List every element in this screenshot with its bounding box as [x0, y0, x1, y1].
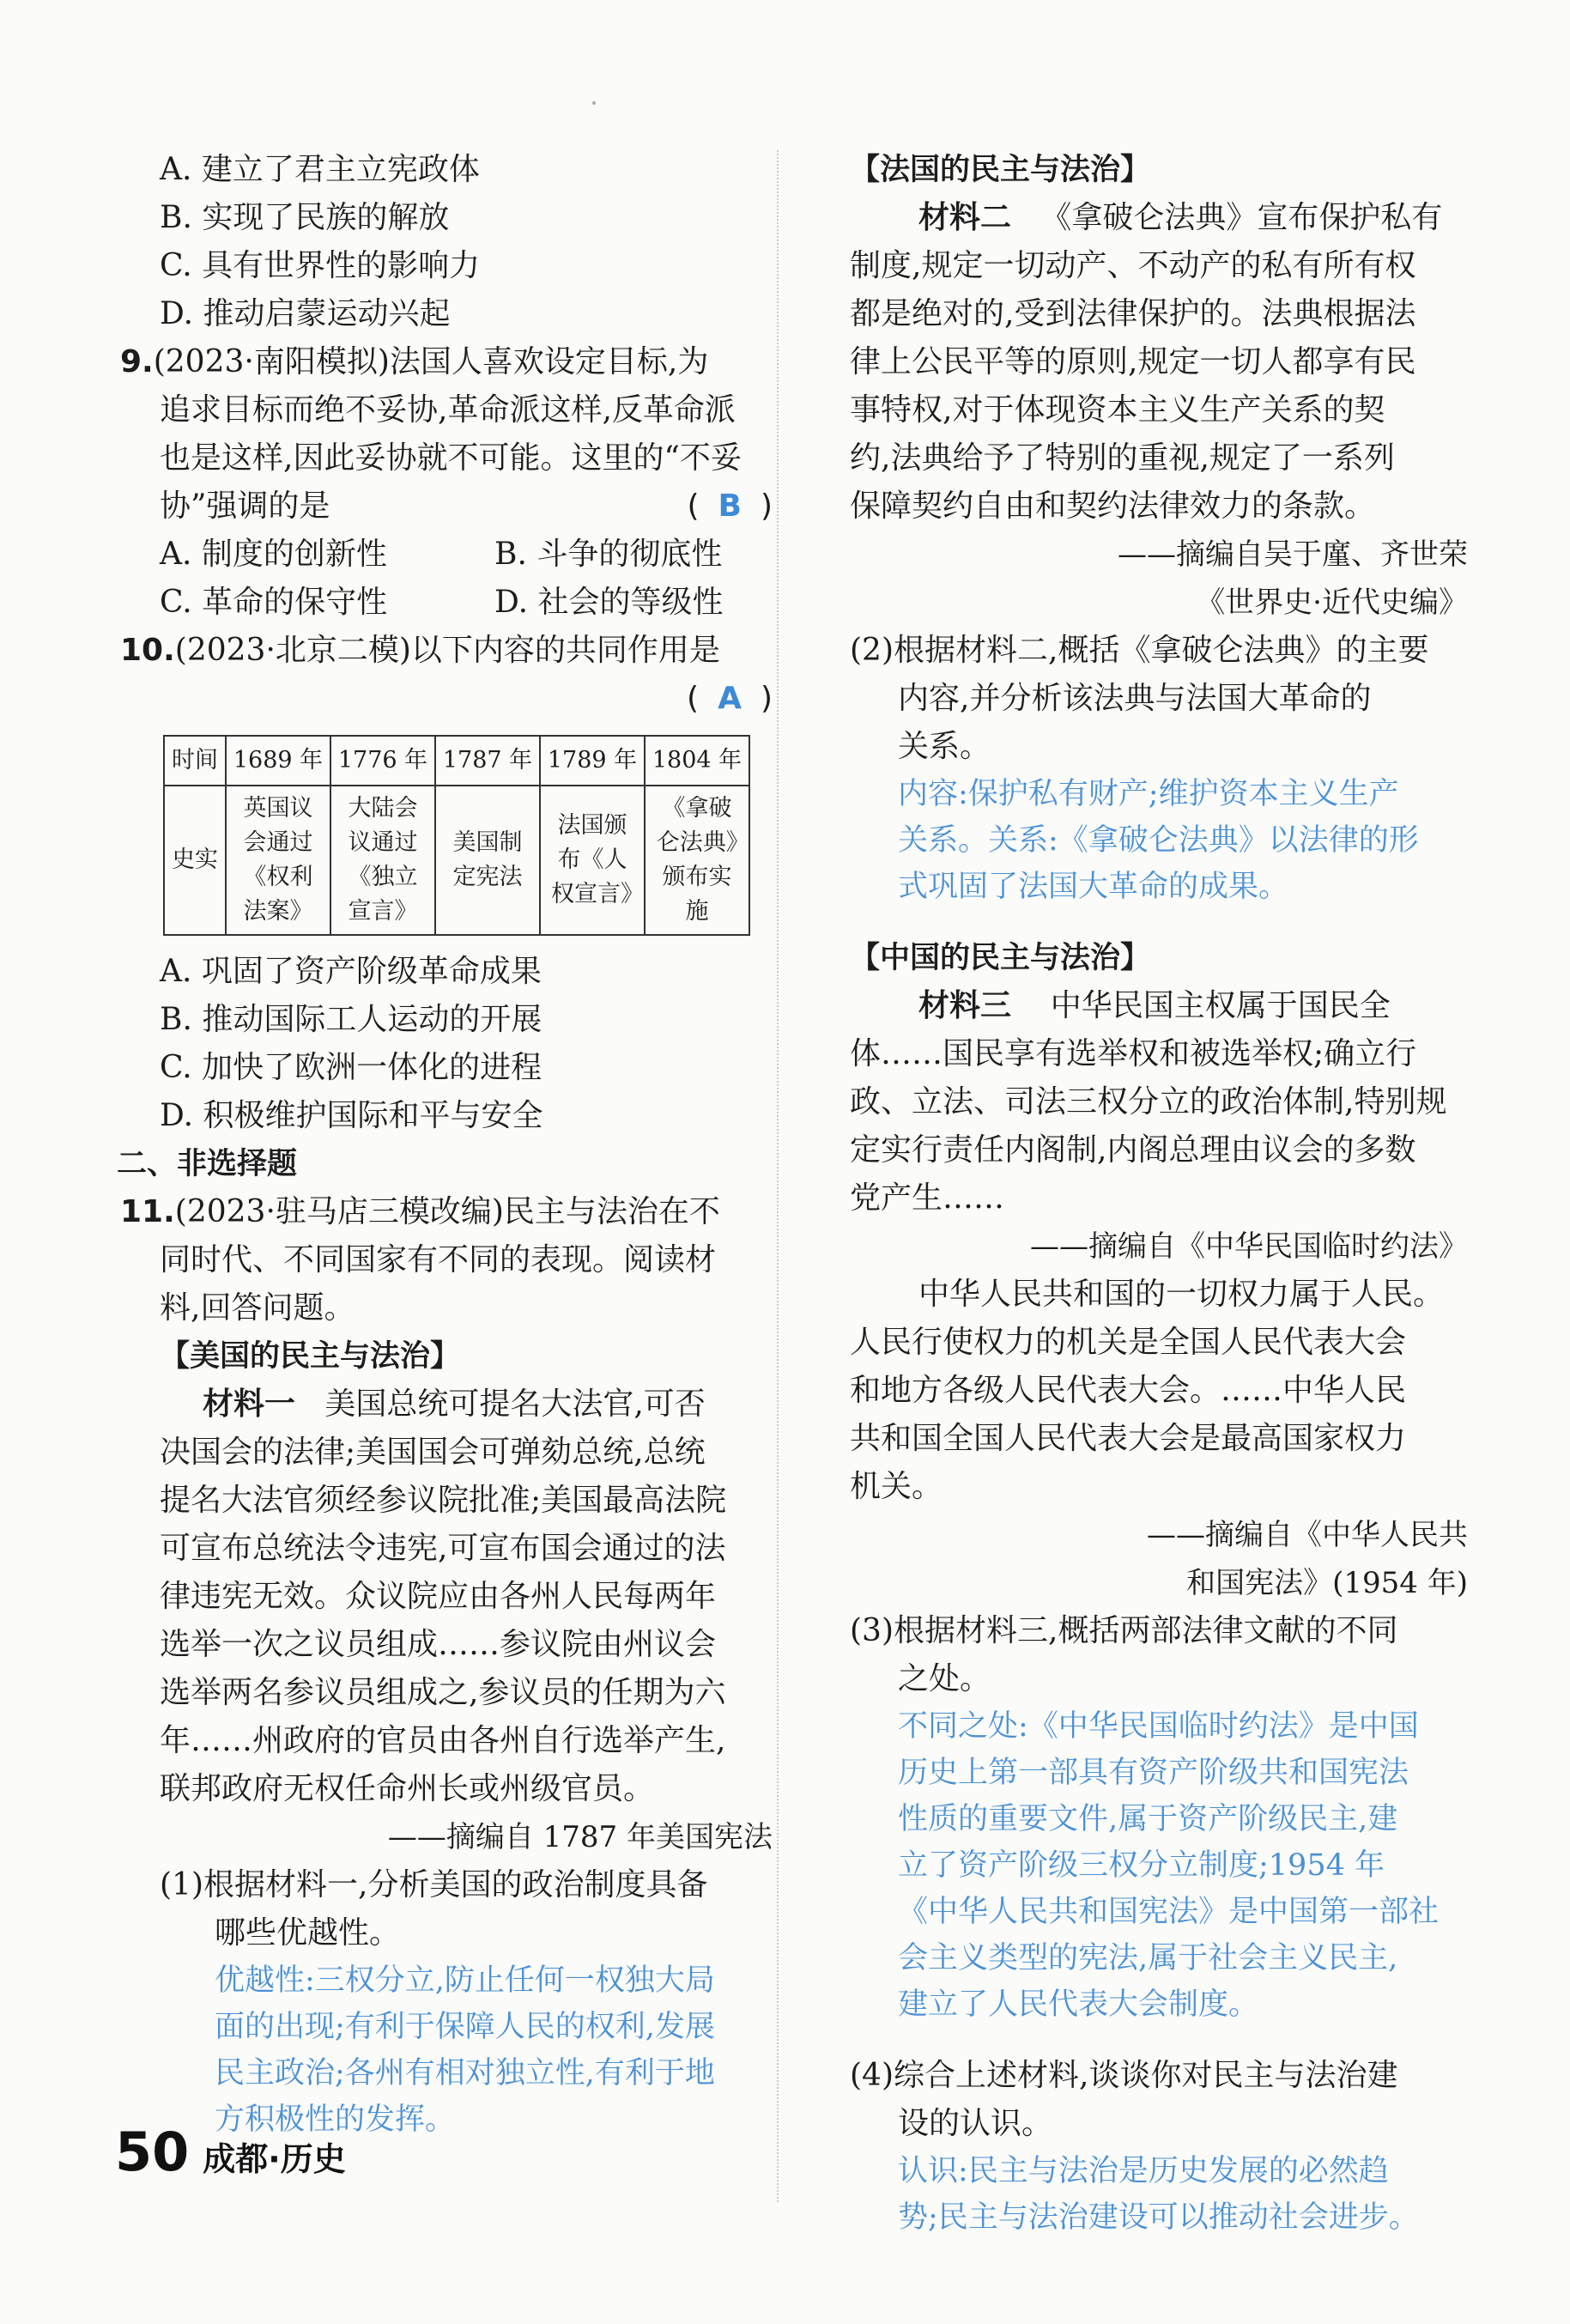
- print-dot: [592, 101, 596, 105]
- material3-line: 材料三 中华民国主权属于国民全: [918, 988, 1391, 1023]
- right-column: [850, 146, 1468, 2241]
- table-row: [164, 736, 749, 786]
- table-year: 1776 年: [330, 736, 435, 786]
- material2-line: 事特权,对于体现资本主义生产关系的契: [850, 392, 1385, 428]
- sub-question-1: (1)根据材料一,分析美国的政治制度具备: [160, 1867, 708, 1902]
- footer-title: 成都·历史: [203, 2140, 346, 2178]
- sub-question-2: (2)根据材料二,概括《拿破仑法典》的主要: [850, 633, 1429, 668]
- material3-line: 政、立法、司法三权分立的政治体制,特别规: [850, 1084, 1447, 1120]
- q8-option-d: D. 推动启蒙运动兴起: [160, 296, 451, 331]
- answer-1-line: 面的出现;有利于保障人民的权利,发展: [215, 2010, 715, 2044]
- table-fact: 英国议会通过《权利法案》: [226, 786, 330, 935]
- q10-option-d: D. 积极维护国际和平与安全: [160, 1098, 543, 1133]
- table-year: 1789 年: [540, 736, 645, 786]
- answer-3-line: 会主义类型的宪法,属于社会主义民主,: [898, 1941, 1398, 1975]
- material1-line: 决国会的法律;美国国会可弹劾总统,总统: [160, 1435, 706, 1470]
- material1-line: 联邦政府无权任命州长或州级官员。: [160, 1771, 655, 1806]
- q9-stem-line-4: 协”强调的是 ( B ): [120, 482, 773, 531]
- sub-question-4: 设的认识。: [898, 2106, 1053, 2141]
- sub-question-2: 内容,并分析该法典与法国大革命的: [898, 681, 1372, 716]
- answer-4-line: 势;民主与法治建设可以推动社会进步。: [898, 2200, 1419, 2235]
- material1-line: 选举一次之议员组成……参议院由州议会: [160, 1627, 717, 1662]
- answer-3-line: 不同之处:《中华民国临时约法》是中国: [898, 1709, 1419, 1744]
- answer-4-line: 认识:民主与法治是历史发展的必然趋: [898, 2154, 1389, 2188]
- material1-line: 律违宪无效。众议院应由各州人民每两年: [160, 1579, 717, 1614]
- q11-stem-line-3: 料,回答问题。: [160, 1290, 355, 1326]
- answer-3-line: 性质的重要文件,属于资产阶级民主,建: [898, 1802, 1398, 1836]
- material3-source-2: ——摘编自《中华人民共: [1147, 1518, 1468, 1552]
- q10-number: 10.: [120, 633, 175, 668]
- material3-source-1: ——摘编自《中华民国临时约法》: [1030, 1229, 1468, 1264]
- q9-answer: B: [718, 488, 742, 524]
- q9-option-d: D. 社会的等级性: [494, 585, 724, 620]
- q9-option-b: B. 斗争的彻底性: [494, 537, 723, 572]
- sub-question-2: 关系。: [898, 729, 991, 764]
- answer-1-line: 民主政治;各州有相对独立性,有利于地: [215, 2056, 715, 2090]
- table-year: 1689 年: [226, 736, 330, 786]
- material2-line: 律上公民平等的原则,规定一切人都享有民: [850, 344, 1416, 379]
- q10-stem: 10.(2023·北京二模)以下内容的共同作用是: [120, 633, 720, 668]
- material1-label: 材料一: [203, 1387, 296, 1422]
- q9-stem-line-1: 9.(2023·南阳模拟)法国人喜欢设定目标,为: [120, 344, 709, 379]
- table-row: [164, 786, 749, 935]
- answer-2-line: 式巩固了法国大革命的成果。: [898, 870, 1289, 904]
- answer-2-line: 关系。关系:《拿破仑法典》以法律的形: [898, 823, 1419, 858]
- q9-options-row-1: [120, 531, 773, 579]
- sub-question-1: 哪些优越性。: [215, 1915, 401, 1951]
- q10-option-a: A. 巩固了资产阶级革命成果: [160, 954, 542, 989]
- material3-source-2: 和国宪法》(1954 年): [1186, 1566, 1468, 1600]
- material3b-line: 和地方各级人民代表大会。……中华人民: [850, 1373, 1407, 1408]
- q11-number: 11.: [120, 1194, 175, 1229]
- material2-line: 都是绝对的,受到法律保护的。法典根据法: [850, 296, 1416, 331]
- france-section-heading: 【法国的民主与法治】: [850, 153, 1151, 187]
- q10-option-b: B. 推动国际工人运动的开展: [160, 1002, 543, 1037]
- sub-question-4: (4)综合上述材料,谈谈你对民主与法治建: [850, 2058, 1398, 2093]
- q9-answer-bracket: ( B ): [687, 488, 773, 524]
- material3b-line: 机关。: [850, 1469, 943, 1504]
- answer-3-line: 建立了人民代表大会制度。: [898, 1987, 1259, 2022]
- q9-number: 9.: [120, 344, 154, 379]
- sub-question-3: 之处。: [898, 1661, 991, 1696]
- material3-label: 材料三: [918, 988, 1012, 1023]
- material2-source: 《世界史·近代史编》: [1196, 586, 1468, 620]
- section-title: 二、非选择题: [117, 1147, 298, 1181]
- table-header-fact: 史实: [164, 786, 226, 935]
- q10-answer-row: [120, 675, 773, 723]
- material2-line: 制度,规定一切动产、不动产的私有所有权: [850, 248, 1416, 283]
- q10-answer: A: [718, 681, 742, 716]
- answer-3-line: 立了资产阶级三权分立制度;1954 年: [898, 1848, 1385, 1883]
- table-year: 1804 年: [645, 736, 749, 786]
- q11-stem-line-2: 同时代、不同国家有不同的表现。阅读材: [160, 1242, 717, 1277]
- q9-option-c: C. 革命的保守性: [160, 585, 388, 620]
- material1-line: 可宣布总统法令违宪,可宣布国会通过的法: [160, 1531, 726, 1566]
- table-fact: 大陆会议通过《独立宣言》: [330, 786, 435, 935]
- answer-1-line: 优越性:三权分立,防止任何一权独大局: [215, 1963, 715, 1998]
- material1-line: 材料一 美国总统可提名大法官,可否: [203, 1387, 706, 1422]
- answer-3-line: 《中华人民共和国宪法》是中国第一部社: [898, 1895, 1440, 1929]
- q9-stem-line-2: 追求目标而绝不妥协,革命派这样,反革命派: [160, 392, 736, 428]
- material3b-line: 中华人民共和国的一切权力属于人民。: [918, 1277, 1445, 1312]
- q8-option-b: B. 实现了民族的解放: [160, 200, 450, 235]
- q10-option-c: C. 加快了欧洲一体化的进程: [160, 1050, 543, 1085]
- material1-line: 提名大法官须经参议院批准;美国最高法院: [160, 1483, 727, 1518]
- china-section-heading: 【中国的民主与法治】: [850, 941, 1151, 975]
- table-header-time: 时间: [164, 736, 226, 786]
- usa-section-heading: 【美国的民主与法治】: [160, 1339, 461, 1374]
- material3b-line: 共和国全国人民代表大会是最高国家权力: [850, 1421, 1407, 1456]
- answer-2-line: 内容:保护私有财产;维护资本主义生产: [898, 777, 1399, 811]
- material1-line: 年……州政府的官员由各州自行选举产生,: [160, 1723, 726, 1758]
- table-year: 1787 年: [435, 736, 540, 786]
- left-column: [117, 146, 773, 2143]
- material3-line: 党产生……: [850, 1180, 1005, 1216]
- material1-source: ——摘编自 1787 年美国宪法: [387, 1820, 773, 1854]
- q8-option-a: A. 建立了君主立宪政体: [160, 152, 480, 187]
- table-fact: 美国制定宪法: [435, 786, 540, 935]
- material3b-line: 人民行使权力的机关是全国人民代表大会: [850, 1325, 1407, 1360]
- page-footer: [115, 2121, 346, 2183]
- q9-options-row-2: [120, 579, 773, 627]
- answer-3-line: 历史上第一部具有资产阶级共和国宪法: [898, 1756, 1409, 1790]
- material3-line: 体……国民享有选举权和被选举权;确立行: [850, 1036, 1417, 1071]
- answer-1-line: 方积极性的发挥。: [215, 2103, 456, 2137]
- material2-line: 约,法典给予了特别的重视,规定了一系列: [850, 440, 1395, 476]
- q9-stem-line-3: 也是这样,因此妥协就不可能。这里的“不妥: [160, 440, 742, 476]
- q11-stem-line-1: 11.(2023·驻马店三模改编)民主与法治在不: [120, 1194, 720, 1229]
- table-fact: 法国颁布《人权宣言》: [540, 786, 645, 935]
- material3-line: 定实行责任内阁制,内阁总理由议会的多数: [850, 1132, 1416, 1168]
- q10-answer-bracket: ( A ): [687, 681, 773, 716]
- column-divider: [777, 150, 779, 2202]
- q10-timeline-table: [163, 735, 750, 936]
- sub-question-3: (3)根据材料三,概括两部法律文献的不同: [850, 1613, 1398, 1648]
- material2-source: ——摘编自吴于廑、齐世荣: [1118, 537, 1468, 572]
- material2-line: 材料二 《拿破仑法典》宣布保护私有: [918, 200, 1443, 235]
- page-number: 50: [115, 2121, 190, 2183]
- table-fact: 《拿破仑法典》颁布实施: [645, 786, 749, 935]
- q9-option-a: A. 制度的创新性: [160, 537, 387, 572]
- material2-line: 保障契约自由和契约法律效力的条款。: [850, 488, 1376, 524]
- q8-option-c: C. 具有世界性的影响力: [160, 248, 481, 283]
- material2-label: 材料二: [918, 200, 1012, 235]
- material1-line: 选举两名参议员组成之,参议员的任期为六: [160, 1675, 726, 1710]
